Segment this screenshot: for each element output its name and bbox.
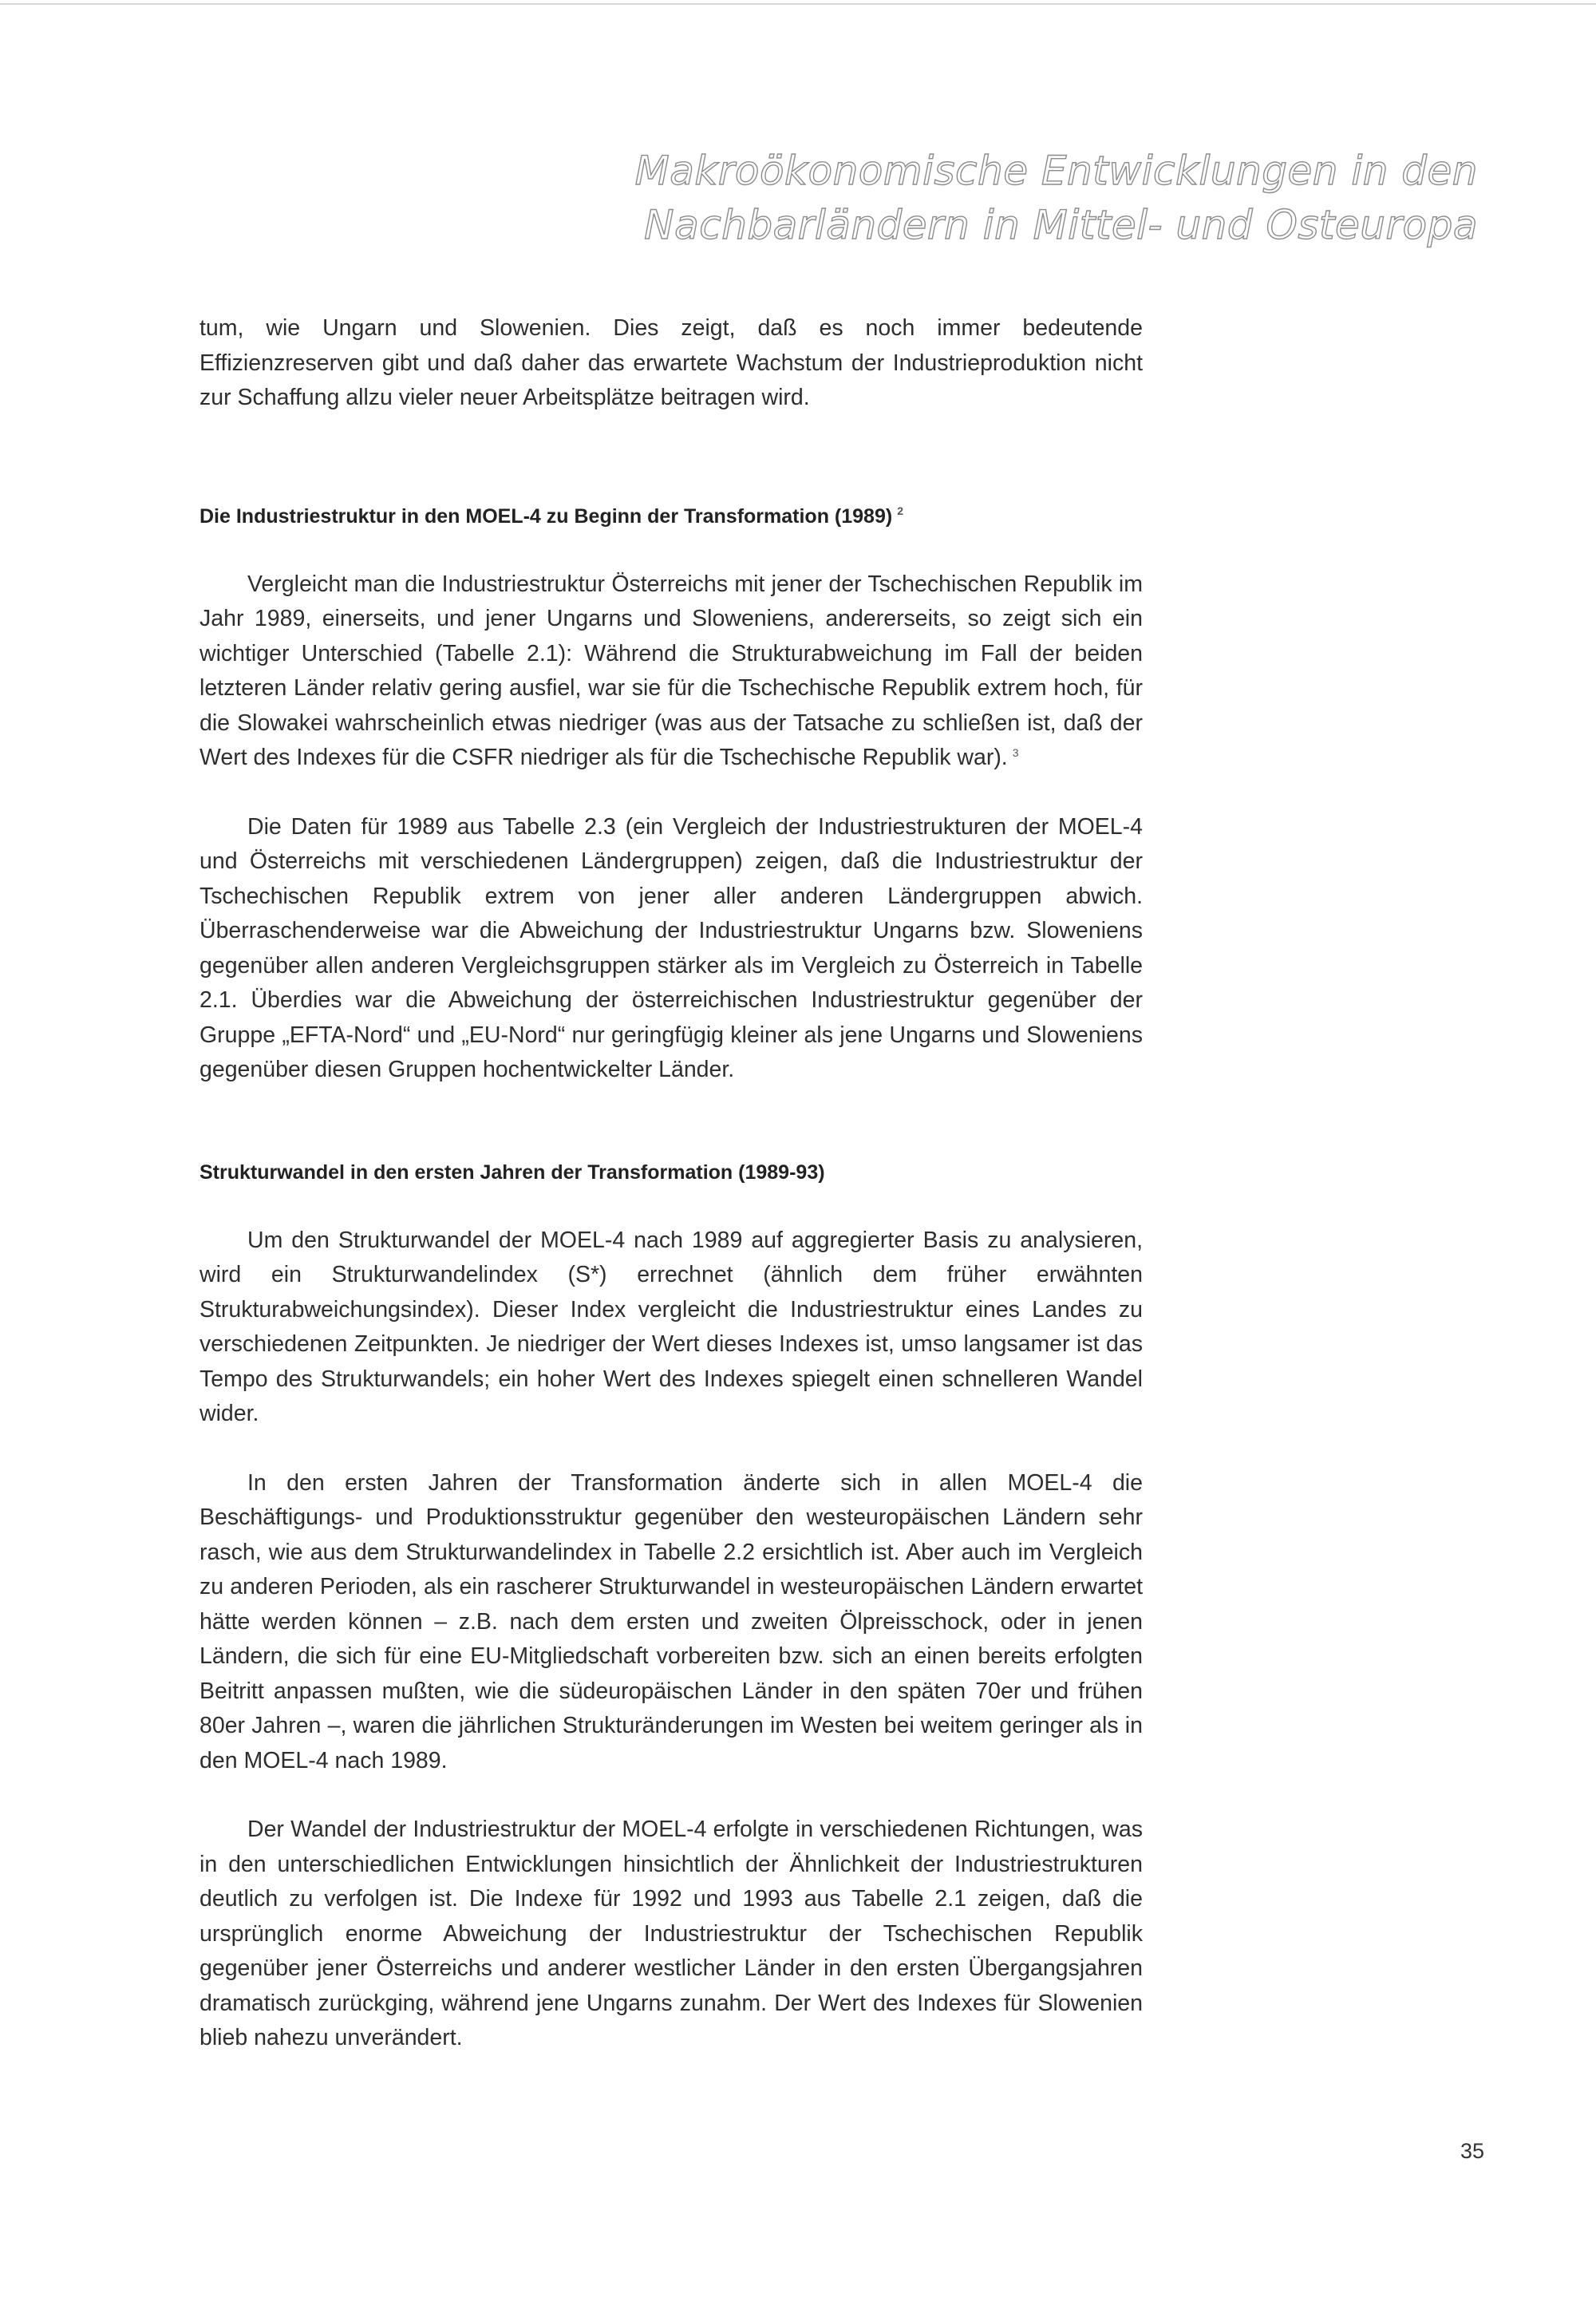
paragraph-text: Vergleicht man die Industriestruktur Österreichs mit jener der Tschechischen Republik im Jahr 1989, einerseits, und jener Ungarns und Sloweniens, andererseits, so zeigt sich ein wichtiger Unterschied (Tabelle 2.1): Während die Strukturabweichung im Fall der beiden letzteren Länder relativ gering ausfiel, war sie für die Tschechische Republik extrem hoch, für die Slowakei wahrscheinlich etwas niedriger (was aus der Tatsache zu schließen ist, daß der Wert des Indexes für die CSFR niedriger als für die Tschechische Republik war).	[200, 571, 1143, 770]
paragraph	[200, 567, 1143, 776]
paragraph: Die Daten für 1989 aus Tabelle 2.3 (ein Vergleich der Industriestrukturen der MOEL-4 und Österreichs mit verschiedenen Ländergruppen) zeigen, daß die Industriestruktur der Tschechischen Republik extrem von jener aller anderen Ländergruppen abwich. Überraschenderweise war die Abweichung der Industriestruktur Ungarns bzw. Sloweniens gegenüber allen anderen Vergleichsgruppen stärker als im Vergleich zu Österreich in Tabelle 2.1. Überdies war die Abweichung der österreichischen Industriestruktur gegenüber der Gruppe „EFTA-Nord“ und „EU-Nord“ nur geringfügig kleiner als jene Ungarns und Sloweniens gegenüber diesen Gruppen hochentwickelter Länder.	[200, 813, 1143, 1082]
paragraph: In den ersten Jahren der Transformation änderte sich in allen MOEL-4 die Beschäftigungs- und Produktionsstruktur gegenüber den westeuropäischen Ländern sehr rasch, wie aus dem Strukturwandelindex in Tabelle 2.2 ersichtlich ist. Aber auch im Vergleich zu anderen Perioden, als ein rascherer Strukturwandel in westeuropäischen Ländern erwartet hätte werden können – z.B. nach dem ersten und zweiten Ölpreisschock, oder in jenen Ländern, die sich für eine EU-Mitgliedschaft vorbereiten bzw. sich an einen bereits erfolgten Beitritt anpassen mußten, wie die südeuropäischen Länder in den späten 70er und frühen 80er Jahren –, waren die jährlichen Strukturänderungen im Westen bei weitem geringer als in den MOEL-4 nach 1989.	[200, 1469, 1143, 1773]
section-heading-strukturwandel: Strukturwandel in den ersten Jahren der Transformation (1989-93)	[200, 1160, 825, 1184]
intro-paragraph: tum, wie Ungarn und Slowenien. Dies zeigt, daß es noch immer bedeutende Effizienzreserven gibt und daß daher das erwartete Wachstum der Industrieproduktion nicht zur Schaffung allzu vieler neuer Arbeitsplätze beitragen wird.	[200, 315, 1143, 410]
footnote-marker: 3	[1012, 745, 1019, 759]
top-rule	[0, 3, 1596, 5]
running-head-line-2: Nachbarländern in Mittel- und Osteuropa	[644, 202, 1478, 248]
paragraph: Um den Strukturwandel der MOEL-4 nach 1989 auf aggregierter Basis zu analysieren, wird ein Strukturwandelindex (S*) errechnet (ähnlich dem früher erwähnten Strukturabweichungsindex). Dieser Index vergleicht die Industriestruktur eines Landes zu verschiedenen Zeitpunkten. Je niedriger der Wert dieses Indexes ist, umso langsamer ist das Tempo des Strukturwandels; ein hoher Wert des Indexes spiegelt einen schnelleren Wandel wider.	[200, 1227, 1143, 1426]
section-heading-industriestruktur	[200, 502, 1143, 531]
paragraph: Der Wandel der Industriestruktur der MOEL-4 erfolgte in verschiedenen Richtungen, was in den unterschiedlichen Entwicklungen hinsichtlich der Ähnlichkeit der Industriestrukturen deutlich zu verfolgen ist. Die Indexe für 1992 und 1993 aus Tabelle 2.1 zeigen, daß die ursprünglich enorme Abweichung der Industriestruktur der Tschechischen Republik gegenüber jener Österreichs und anderer westlicher Länder in den ersten Übergangsjahren dramatisch zurückging, während jene Ungarns zunahm. Der Wert des Indexes für Slowenien blieb nahezu unverändert.	[200, 1817, 1143, 2050]
section-heading-text: Die Industriestruktur in den MOEL-4 zu Beginn der Transformation (1989)	[200, 504, 893, 528]
page-content	[200, 311, 1143, 2056]
page-number: 35	[1460, 2139, 1484, 2163]
running-head	[635, 144, 1478, 252]
footnote-marker: 2	[897, 504, 903, 518]
running-head-line-1: Makroökonomische Entwicklungen in den	[634, 148, 1478, 194]
